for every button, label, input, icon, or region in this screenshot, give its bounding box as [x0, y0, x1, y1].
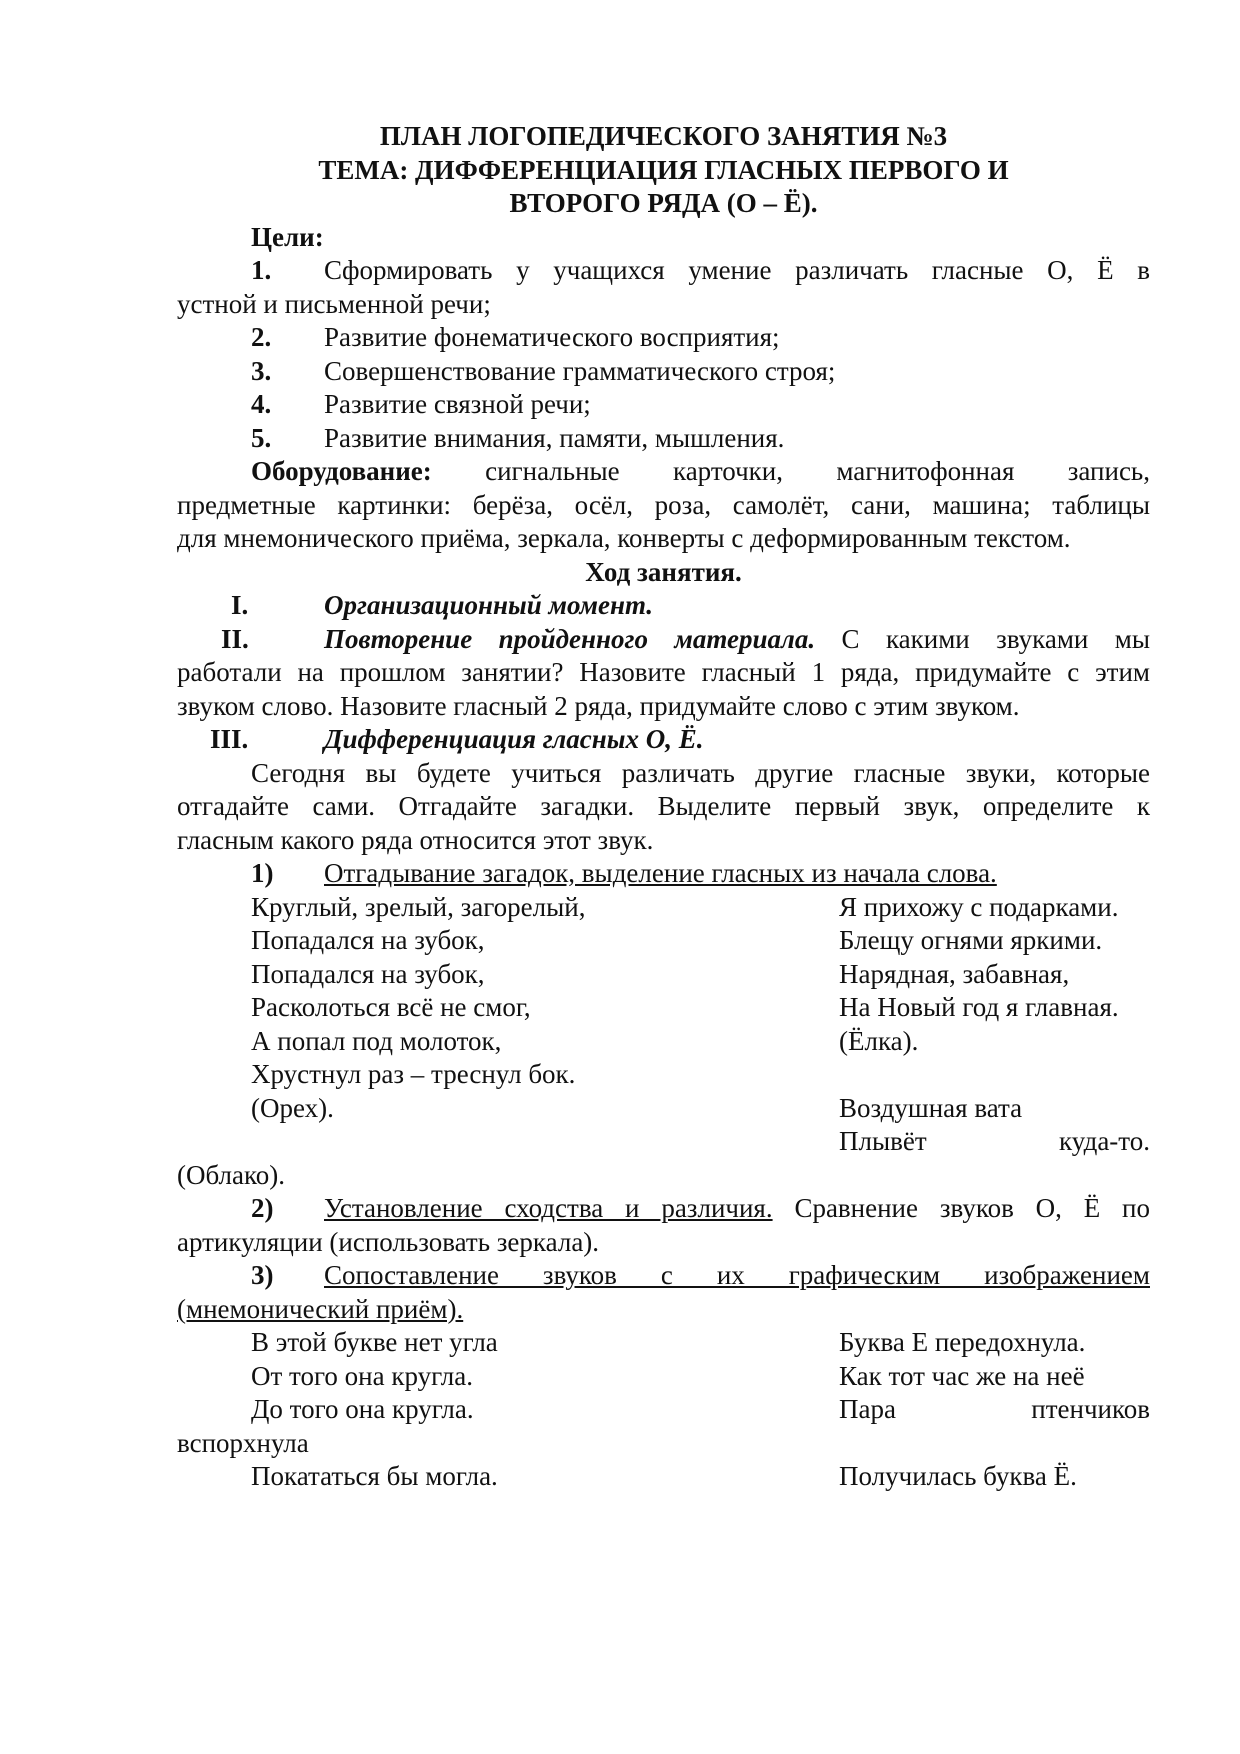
- riddle-line: Блещу огнями яркими.: [839, 925, 1103, 955]
- lesson-heading: Ход занятия.: [585, 556, 742, 587]
- intro-line-1: Сегодня вы будете учиться различать другие гласные звуки, которые: [251, 757, 1150, 788]
- stage-number: I.: [231, 590, 249, 620]
- step-number: 2): [251, 1193, 274, 1223]
- title-line-3: ВТОРОГО РЯДА (О – Ё).: [509, 188, 818, 218]
- stage-text: С какими звуками мы: [841, 623, 1151, 654]
- goal-number: 1.: [251, 255, 272, 285]
- poem-row: [177, 1326, 1150, 1360]
- goal-number: 2.: [251, 322, 272, 352]
- goals-heading: Цели:: [251, 221, 324, 252]
- poem-row: [177, 1460, 1150, 1494]
- stage-2: [177, 623, 1150, 657]
- riddle-row: [177, 1058, 1150, 1092]
- step-2: [177, 1192, 1150, 1226]
- stage-title: Повторение пройденного материала.: [324, 623, 816, 654]
- riddle-line: Попадался на зубок,: [251, 925, 485, 955]
- equipment-line-2: предметные картинки: берёза, осёл, роза, самолёт, сани, машина; таблицы: [177, 489, 1150, 520]
- stage-number: III.: [210, 724, 249, 754]
- equipment-label: Оборудование:: [251, 456, 432, 486]
- poem-line: До того она кругла.: [251, 1394, 474, 1424]
- step-title: Отгадывание загадок, выделение гласных из начала слова.: [324, 858, 997, 888]
- step-text: Сравнение звуков О, Ё по: [794, 1193, 1151, 1223]
- riddle-line: Расколоться всё не смог,: [251, 992, 531, 1022]
- stage-3: [177, 723, 1150, 757]
- poem-line: птенчиков: [1031, 1394, 1150, 1424]
- goal-item-1: [177, 254, 1150, 288]
- riddle-row: [177, 958, 1150, 992]
- equipment-line-1: [177, 455, 1150, 489]
- intro-line-2: отгадайте сами. Отгадайте загадки. Выделите первый звук, определите к: [177, 791, 1150, 821]
- intro-line-3: гласным какого ряда относится этот звук.: [177, 824, 654, 855]
- riddle-answer: (Облако).: [177, 1159, 285, 1190]
- riddle-row: [177, 924, 1150, 958]
- step-title: Установление сходства и различия.: [324, 1193, 773, 1223]
- step-1: [177, 857, 1150, 891]
- goal-number: 5.: [251, 422, 272, 453]
- riddle-line: Круглый, зрелый, загорелый,: [251, 891, 586, 922]
- poem-row: [177, 1360, 1150, 1394]
- title-line-2: ТЕМА: ДИФФЕРЕНЦИАЦИЯ ГЛАСНЫХ ПЕРВОГО И: [318, 154, 1009, 185]
- riddle-line: Хрустнул раз – треснул бок.: [251, 1059, 576, 1089]
- poem-line: Как тот час же на неё: [839, 1360, 1085, 1391]
- poem-line: От того она кругла.: [251, 1360, 473, 1391]
- goal-text: Развитие связной речи;: [324, 389, 591, 419]
- riddle-line: А попал под молоток,: [251, 1025, 502, 1056]
- riddle-answer: (Орех).: [251, 1092, 334, 1123]
- stage-title: Организационный момент.: [324, 590, 654, 620]
- title-line-1: ПЛАН ЛОГОПЕДИЧЕСКОГО ЗАНЯТИЯ №3: [379, 121, 948, 151]
- poem-line: Буква Е передохнула.: [839, 1327, 1086, 1357]
- riddle-line: На Новый год я главная.: [839, 992, 1119, 1022]
- goal-number: 3.: [251, 355, 272, 386]
- equipment-text: сигнальные карточки, магнитофонная запись,: [485, 456, 1150, 486]
- riddle-row: [177, 1092, 1150, 1126]
- goal-text: Развитие внимания, памяти, мышления.: [324, 422, 785, 453]
- poem-line: Покататься бы могла.: [251, 1461, 498, 1491]
- goal-item-5: [177, 422, 1150, 456]
- riddle-row: [177, 1025, 1150, 1059]
- goal-item-4: [177, 388, 1150, 422]
- poem-line: В этой букве нет угла: [251, 1327, 498, 1357]
- goal-item-2: [177, 321, 1150, 355]
- riddle-line: Я прихожу с подарками.: [839, 891, 1119, 922]
- stage-title: Дифференциация гласных О, Ё.: [324, 724, 704, 754]
- goal-item-3: [177, 355, 1150, 389]
- goal-number: 4.: [251, 389, 272, 419]
- riddle-row: [177, 991, 1150, 1025]
- step-3: [177, 1259, 1150, 1293]
- riddle-line: Воздушная вата: [839, 1092, 1023, 1123]
- goal-item-1-cont: устной и письменной речи;: [177, 288, 491, 319]
- riddle-line: Нарядная, забавная,: [839, 958, 1070, 989]
- poem-row: [177, 1393, 1150, 1427]
- stage-1: [177, 589, 1150, 623]
- equipment-line-3: для мнемонического приёма, зеркала, конверты с деформированным текстом.: [177, 523, 1071, 553]
- riddle-line: куда-то.: [1059, 1126, 1150, 1156]
- riddle-answer: (Ёлка).: [839, 1025, 919, 1056]
- stage-number: II.: [221, 623, 249, 654]
- goal-text: Развитие фонематического восприятия;: [324, 322, 780, 352]
- step-number: 1): [251, 858, 274, 888]
- step-3-title-cont: (мнемонический приём).: [177, 1293, 464, 1324]
- poem-line: вспорхнула: [177, 1427, 309, 1458]
- riddle-line: Плывёт: [839, 1126, 927, 1156]
- riddle-row: [177, 1125, 1150, 1159]
- riddle-row: [177, 891, 1150, 925]
- step-number: 3): [251, 1260, 274, 1290]
- step-title: Сопоставление звуков с их графическим изображением: [324, 1260, 1150, 1290]
- stage-2-line-2: работали на прошлом занятии? Назовите гласный 1 ряда, придумайте с этим: [177, 657, 1150, 687]
- step-2-line-2: артикуляции (использовать зеркала).: [177, 1226, 600, 1257]
- goal-text: Совершенствование грамматического строя;: [324, 355, 836, 386]
- document-page: [177, 120, 1150, 1494]
- poem-line: Получилась буква Ё.: [839, 1461, 1077, 1491]
- riddle-line: Попадался на зубок,: [251, 958, 485, 989]
- stage-2-line-3: звуком слово. Назовите гласный 2 ряда, придумайте слово с этим звуком.: [177, 690, 1020, 721]
- goal-text: Сформировать у учащихся умение различать гласные О, Ё в: [324, 255, 1150, 285]
- poem-line: Пара: [839, 1394, 896, 1424]
